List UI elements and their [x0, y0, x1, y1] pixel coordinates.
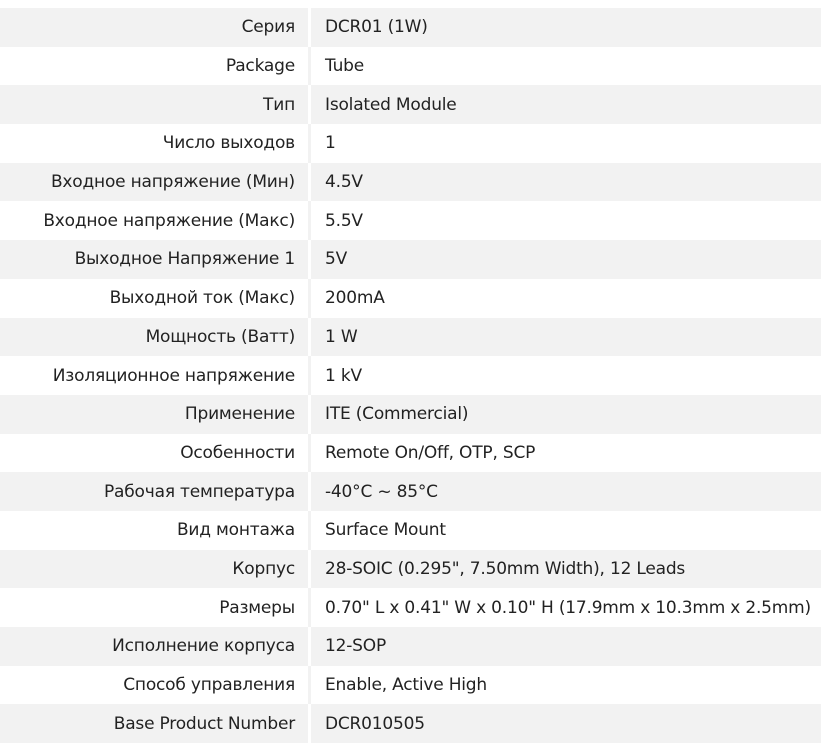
spec-row-supplier-device-package [0, 627, 821, 666]
spec-row-base-product-number [0, 704, 821, 743]
spec-label: Base Product Number [0, 704, 308, 743]
spec-value: Remote On/Off, OTP, SCP [311, 434, 821, 473]
spec-label: Применение [0, 395, 308, 434]
spec-label: Серия [0, 8, 308, 47]
spec-row-output-voltage-1 [0, 240, 821, 279]
spec-label: Выходной ток (Макс) [0, 279, 308, 318]
spec-row-mounting-type [0, 511, 821, 550]
spec-row-dimensions [0, 588, 821, 627]
spec-label: Мощность (Ватт) [0, 318, 308, 357]
spec-value: 200mA [311, 279, 821, 318]
spec-label: Изоляционное напряжение [0, 356, 308, 395]
spec-value: 28-SOIC (0.295", 7.50mm Width), 12 Leads [311, 550, 821, 589]
spec-value: -40°C ~ 85°C [311, 472, 821, 511]
spec-row-power [0, 318, 821, 357]
spec-row-outputs [0, 124, 821, 163]
spec-value: 0.70" L x 0.41" W x 0.10" H (17.9mm x 10.3mm x 2.5mm) [311, 588, 821, 627]
spec-label: Исполнение корпуса [0, 627, 308, 666]
spec-row-package [0, 47, 821, 86]
spec-label: Package [0, 47, 308, 86]
spec-row-isolation-voltage [0, 356, 821, 395]
spec-label: Выходное Напряжение 1 [0, 240, 308, 279]
spec-row-type [0, 85, 821, 124]
spec-value: Tube [311, 47, 821, 86]
spec-value: Enable, Active High [311, 666, 821, 705]
spec-label: Число выходов [0, 124, 308, 163]
spec-row-series [0, 8, 821, 47]
spec-label: Тип [0, 85, 308, 124]
spec-value: 1 W [311, 318, 821, 357]
spec-label: Особенности [0, 434, 308, 473]
spec-label: Входное напряжение (Макс) [0, 201, 308, 240]
spec-value: DCR01 (1W) [311, 8, 821, 47]
spec-label: Способ управления [0, 666, 308, 705]
spec-row-input-voltage-min [0, 163, 821, 202]
spec-value: 1 [311, 124, 821, 163]
spec-label: Вид монтажа [0, 511, 308, 550]
spec-row-control-features [0, 666, 821, 705]
spec-row-application [0, 395, 821, 434]
spec-value: Surface Mount [311, 511, 821, 550]
spec-row-input-voltage-max [0, 201, 821, 240]
spec-value: 12-SOP [311, 627, 821, 666]
spec-label: Рабочая температура [0, 472, 308, 511]
spec-table [0, 8, 821, 743]
spec-row-features [0, 434, 821, 473]
spec-label: Размеры [0, 588, 308, 627]
spec-value: 5.5V [311, 201, 821, 240]
spec-row-package-case [0, 550, 821, 589]
spec-value: 4.5V [311, 163, 821, 202]
spec-value: 1 kV [311, 356, 821, 395]
spec-value: Isolated Module [311, 85, 821, 124]
spec-label: Корпус [0, 550, 308, 589]
spec-row-operating-temperature [0, 472, 821, 511]
spec-row-output-current-max [0, 279, 821, 318]
spec-value: ITE (Commercial) [311, 395, 821, 434]
spec-value: DCR010505 [311, 704, 821, 743]
spec-label: Входное напряжение (Мин) [0, 163, 308, 202]
spec-value: 5V [311, 240, 821, 279]
